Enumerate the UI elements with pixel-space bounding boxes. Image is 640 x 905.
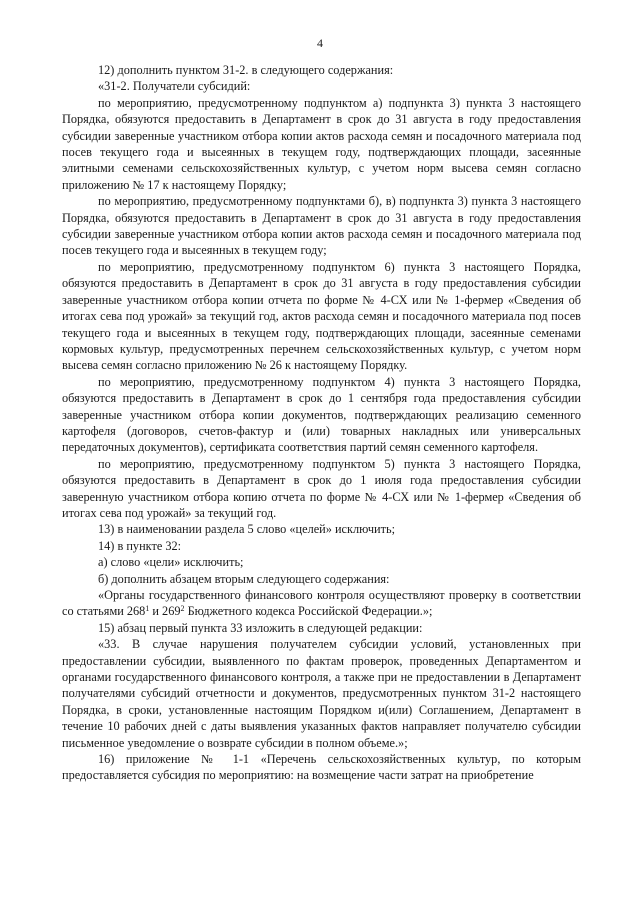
paragraph: по мероприятию, предусмотренному подпунктом 4) пункта 3 настоящего Порядка, обязуются предоставить в Департамент в срок до 1 сентября года предоставления субсидии заверенные участником отбора копии документов, подтверждающих реализацию семенного картофеля (договоров, счетов-фактур и (или) товарных накладных или универсальных передаточных документов), сертификата соответствия партий семян семенного картофеля. <box>62 374 581 455</box>
paragraph: по мероприятию, предусмотренному подпунктом а) подпункта 3) пункта 3 настоящего Порядка, обязуются предоставить в Департамент в срок до 31 августа в году предоставления субсидии заверенные участником отбора копии актов расхода семян и посадочного материала под посев текущего года и высеянных в текущем году, подтверждающих площади, засеянные элитными семенами сельскохозяйственных культур, с учетом норм высева семян согласно приложению № 17 к настоящему Порядку; <box>62 95 581 192</box>
paragraph: по мероприятию, предусмотренному подпунктом 5) пункта 3 настоящего Порядка, обязуются предоставить в Департамент в срок до 1 июля года предоставления субсидии заверенную участником отбора копию отчета по форме № 4-СХ или № 1-фермер «Сведения об итогах сева под урожай» за текущий год. <box>62 456 581 520</box>
page-number: 4 <box>317 36 323 50</box>
paragraph: 12) дополнить пунктом 31-2. в следующего содержания: <box>98 63 394 77</box>
superscript: 2 <box>180 604 185 614</box>
paragraph: по мероприятию, предусмотренному подпунктом 6) пункта 3 настоящего Порядка, обязуются предоставить в Департамент в срок до 31 августа в году предоставления субсидии заверенные участником отбора копии отчета по форме № 4-СХ или № 1-фермер «Сведения об итогах сева под урожай» за текущий год, актов расхода семян и посадочного материала под посев текущего года и высеянных в текущем году, подтверждающих площади, засеянные семенами кормовых культур, предусмотренных перечнем сельскохозяйственных культур, с учетом норм высева семян согласно приложению № 26 к настоящему Порядку. <box>62 259 581 373</box>
paragraph: 15) абзац первый пункта 33 изложить в следующей редакции: <box>98 620 423 635</box>
paragraph: б) дополнить абзацем вторым следующего содержания: <box>98 571 390 586</box>
paragraph-budget-code <box>62 587 581 620</box>
paragraph: 16) приложение № 1-1 «Перечень сельскохозяйственных культур, по которым предоставляется субсидия по мероприятию: на возмещение части затрат на приобретение <box>62 752 581 783</box>
superscript: 1 <box>145 604 150 614</box>
paragraph: «31-2. Получатели субсидий: <box>98 79 251 94</box>
document-body <box>62 62 581 784</box>
paragraph: «33. В случае нарушения получателем субсидии условий, установленных при предоставлении субсидии, выявленного по фактам проверок, проведенных Департаментом и органами государственного финансового контроля, а также при не предоставлении в Департамент получателями субсидий отчетности и документов, предусмотренных пунктом 31-2 настоящего Порядка, в сроки, установленные настоящим Порядком и(или) Соглашением, Департамент в течение 10 рабочих дней с даты выявления указанных фактов направляет получателю субсидии письменное уведомление о возврате субсидии в полном объеме.»; <box>62 637 581 750</box>
paragraph: 13) в наименовании раздела 5 слово «целей» исключить; <box>98 522 396 537</box>
paragraph: 14) в пункте 32: <box>98 538 182 553</box>
paragraph-text: «Органы государственного финансового контроля осуществляют проверку в соответствии со статьями 268 <box>62 588 581 619</box>
paragraph: по мероприятию, предусмотренному подпунктами б), в) подпункта 3) пункта 3 настоящего Порядка, обязуются предоставить в Департамент в срок до 31 августа в году предоставления субсидии заверенные участником отбора копии актов расхода семян и посадочного материала под посев текущего года и высеянных в текущем году; <box>62 194 581 258</box>
paragraph-text: Бюджетного кодекса Российской Федерации.»; <box>184 604 433 619</box>
paragraph-text: и 269 <box>149 604 181 619</box>
paragraph: а) слово «цели» исключить; <box>98 555 244 570</box>
